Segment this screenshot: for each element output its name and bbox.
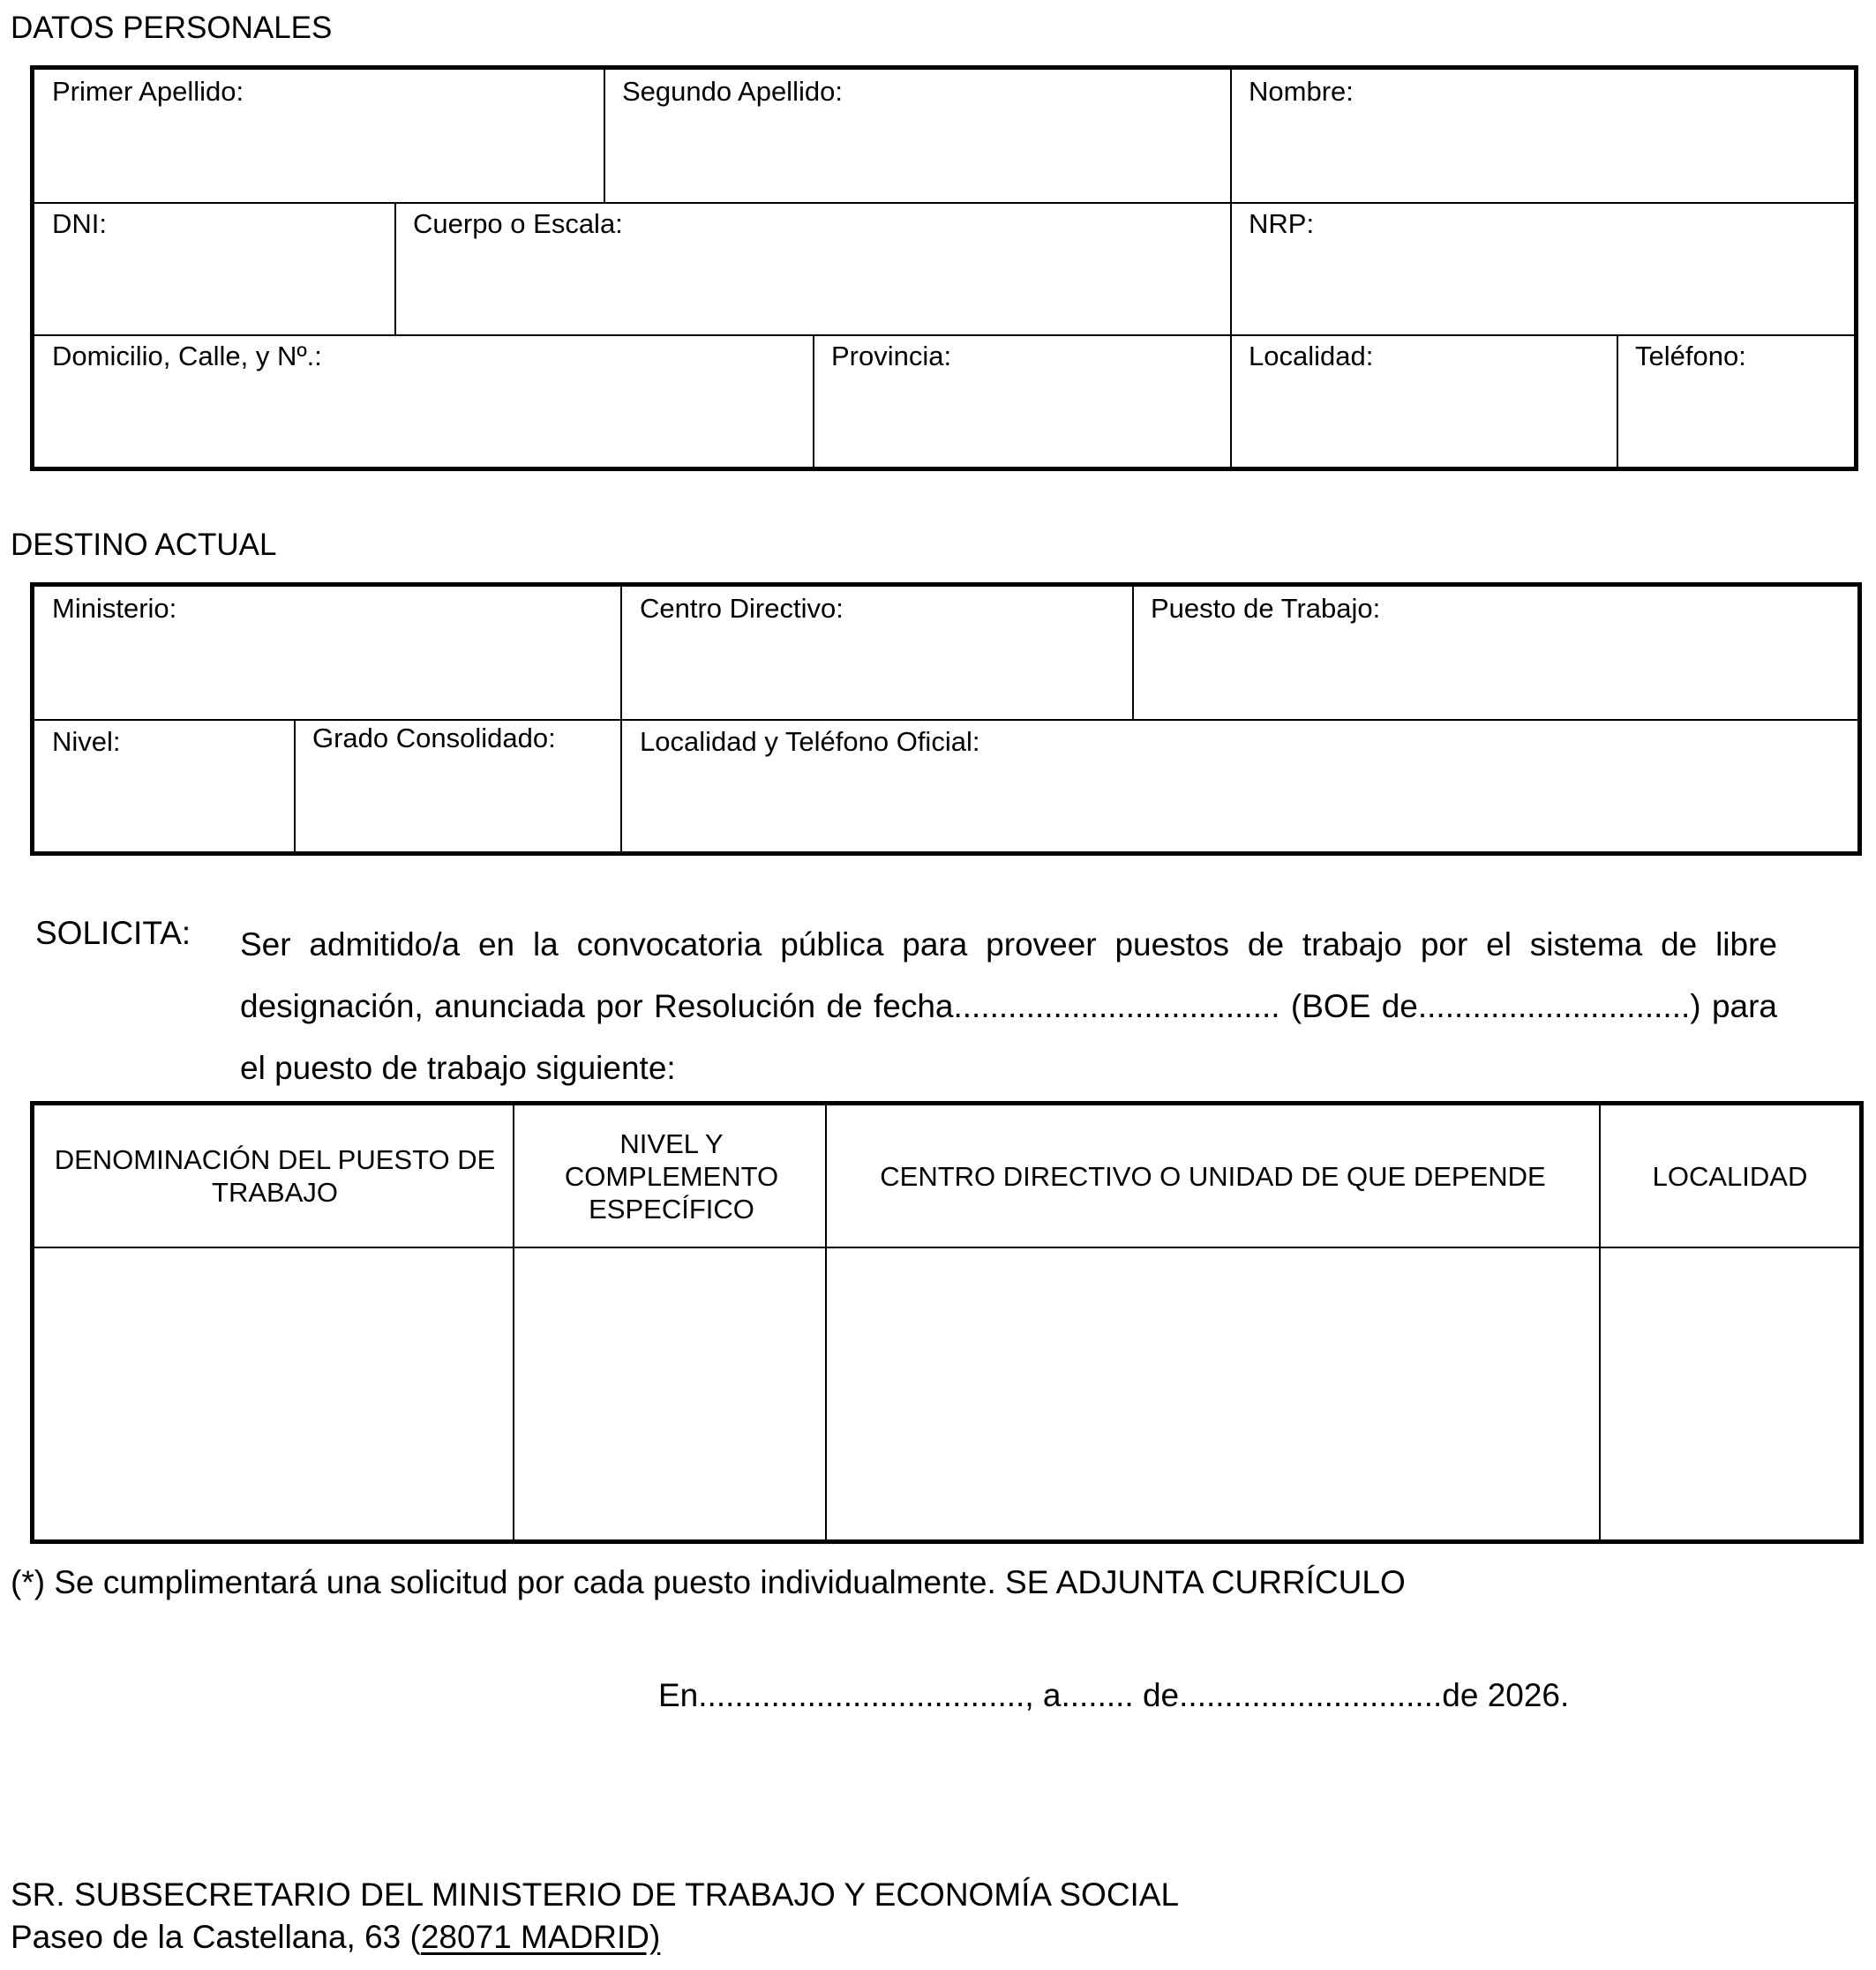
ministerio-field[interactable] bbox=[52, 587, 617, 719]
cuerpo-escala-label: Cuerpo o Escala: bbox=[413, 208, 623, 239]
domicilio-field[interactable] bbox=[52, 334, 807, 467]
col-divider bbox=[294, 719, 296, 851]
dni-label: DNI: bbox=[52, 208, 107, 239]
col-divider bbox=[604, 70, 605, 202]
provincia-field[interactable] bbox=[831, 334, 1224, 467]
primer-apellido-label: Primer Apellido: bbox=[52, 76, 244, 107]
col-divider bbox=[813, 334, 814, 467]
recipient-line: SR. SUBSECRETARIO DEL MINISTERIO DE TRABAJO Y ECONOMÍA SOCIAL bbox=[11, 1876, 1180, 1913]
nivel-complemento-cell[interactable] bbox=[514, 1248, 825, 1539]
col-header-centro: CENTRO DIRECTIVO O UNIDAD DE QUE DEPENDE bbox=[880, 1160, 1546, 1192]
nrp-field[interactable] bbox=[1249, 202, 1849, 334]
nombre-field[interactable] bbox=[1249, 70, 1849, 202]
footnote: (*) Se cumplimentará una solicitud por cada puesto individualmente. SE ADJUNTA CURRÍCULO bbox=[11, 1564, 1406, 1600]
dni-field[interactable] bbox=[52, 202, 387, 334]
personal-data-heading: DATOS PERSONALES bbox=[11, 11, 333, 45]
segundo-apellido-label: Segundo Apellido: bbox=[622, 76, 843, 107]
puesto-trabajo-label: Puesto de Trabajo: bbox=[1151, 593, 1381, 624]
segundo-apellido-field[interactable] bbox=[622, 70, 1222, 202]
col-divider bbox=[394, 202, 396, 334]
telefono-label: Teléfono: bbox=[1635, 341, 1746, 371]
nivel-label: Nivel: bbox=[52, 726, 121, 757]
grado-consolidado-field[interactable] bbox=[312, 719, 617, 851]
localidad-telefono-field[interactable] bbox=[640, 719, 1849, 851]
col-divider bbox=[1132, 587, 1134, 719]
current-post-heading: DESTINO ACTUAL bbox=[11, 528, 277, 562]
telefono-field[interactable] bbox=[1635, 334, 1851, 467]
centro-directivo-field[interactable] bbox=[640, 587, 1125, 719]
nombre-label: Nombre: bbox=[1249, 76, 1354, 107]
denominacion-cell[interactable] bbox=[34, 1248, 513, 1539]
col-header-nivel: NIVEL Y COMPLEMENTO ESPECÍFICO bbox=[564, 1127, 779, 1225]
cuerpo-escala-field[interactable] bbox=[413, 202, 1225, 334]
domicilio-label: Domicilio, Calle, y Nº.: bbox=[52, 341, 322, 371]
localidad-field[interactable] bbox=[1249, 334, 1610, 467]
localidad-telefono-label: Localidad y Teléfono Oficial: bbox=[640, 726, 980, 757]
localidad-cell[interactable] bbox=[1601, 1248, 1859, 1539]
primer-apellido-field[interactable] bbox=[52, 70, 599, 202]
grado-consolidado-label: Grado Consolidado: bbox=[312, 723, 556, 753]
centro-directivo-label: Centro Directivo: bbox=[640, 593, 844, 624]
requested-post-table bbox=[30, 1101, 1864, 1544]
address-line bbox=[11, 1918, 660, 1957]
centro-unidad-cell[interactable] bbox=[827, 1248, 1599, 1539]
localidad-label: Localidad: bbox=[1249, 341, 1374, 371]
col-divider bbox=[1230, 70, 1232, 467]
col-divider bbox=[620, 587, 622, 851]
col-header-localidad: LOCALIDAD bbox=[1652, 1160, 1808, 1192]
nivel-field[interactable] bbox=[52, 719, 290, 851]
nrp-label: NRP: bbox=[1249, 208, 1315, 239]
street-address: Paseo de la Castellana, 63 ( bbox=[11, 1919, 421, 1955]
solicita-label: SOLICITA: bbox=[35, 915, 191, 951]
ministerio-label: Ministerio: bbox=[52, 593, 177, 624]
postal-code-city: 28071 MADRID) bbox=[420, 1919, 661, 1955]
current-post-table bbox=[30, 582, 1862, 856]
provincia-label: Provincia: bbox=[831, 341, 952, 371]
col-divider bbox=[1617, 334, 1618, 467]
solicita-text: Ser admitido/a en la convocatoria pública para proveer puestos de trabajo por el sistema de libre designación, anunciada por Resolución de fecha.................................... (BOE de..............................) para el puesto de trabajo siguiente: bbox=[240, 926, 1777, 1086]
date-line: En...................................., a........ de.............................de 2026. bbox=[658, 1677, 1570, 1713]
personal-data-table bbox=[30, 65, 1858, 471]
col-header-denominacion: DENOMINACIÓN DEL PUESTO DE TRABAJO bbox=[54, 1144, 496, 1208]
puesto-trabajo-field[interactable] bbox=[1151, 587, 1852, 719]
